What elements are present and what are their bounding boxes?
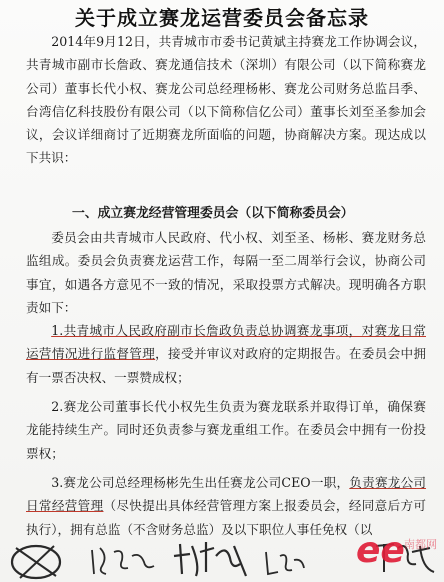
item-1-underlined-text: 1.共青城市人民政府副市长詹政负责总协调赛龙事项，对赛龙日常运营情况进行监督管理	[26, 323, 426, 362]
svg-text:南都网: 南都网	[404, 538, 437, 551]
committee-paragraph: 委员会由共青城市人民政府、代小权、刘至圣、杨彬、赛龙财务总监组成。委员会负责赛龙运营工作，每隔一至二周举行会议，协商公司事宜，如遇各方意见不一致的情况，采取投票方式解决。现明确各方职责如下：	[26, 230, 426, 315]
item-1-paragraph	[26, 319, 426, 389]
handwritten-signature	[262, 546, 308, 580]
svg-text:ee: ee	[356, 530, 405, 570]
item-1-rest-text: ，接受并审议对政府的定期报告。在委员会中拥有一票否决权、一票赞成权；	[26, 346, 427, 385]
document-title: 关于成立赛龙运营委员会备忘录	[75, 6, 369, 30]
item-3-underlined-text: 负责赛龙公司日常经营管理	[26, 475, 427, 514]
item-3-start-text: 3.赛龙公司总经理杨彬先生出任赛龙公司CEO一职，	[51, 475, 350, 490]
intro-paragraph: 2014年9月12日，共青城市市委书记黄斌主持赛龙工作协调会议，共青城市副市长詹政、赛龙通信技术（深圳）有限公司（以下简称赛龙公司）董事长代小权、赛龙公司总经理杨彬、赛龙公司财务总监吕季、台湾信亿科技股份有限公司（以下简称信亿公司）董事长刘至圣参加会议，会议详细商讨了近期赛龙所面临的问题，协商解决方案。现达成以下共识：	[26, 34, 426, 166]
handwritten-signature	[170, 536, 250, 580]
watermark-logo	[352, 526, 438, 570]
handwritten-signature	[6, 536, 66, 582]
signature-row	[0, 530, 444, 582]
handwritten-signature	[88, 542, 158, 580]
item-2-paragraph: 2.赛龙公司董事长代小权先生负责为赛龙联系并取得订单，确保赛龙能持续生产。同时还负责参与赛龙重组工作。在委员会中拥有一份投票权；	[26, 399, 426, 461]
item-3-rest-text: （尽快提出具体经营管理方案上报委员会，经同意后方可执行），拥有总监（不含财务总监）及以下职位人事任免权（以	[26, 498, 427, 537]
section-heading: 一、成立赛龙经营管理委员会（以下简称委员会）	[72, 206, 354, 221]
